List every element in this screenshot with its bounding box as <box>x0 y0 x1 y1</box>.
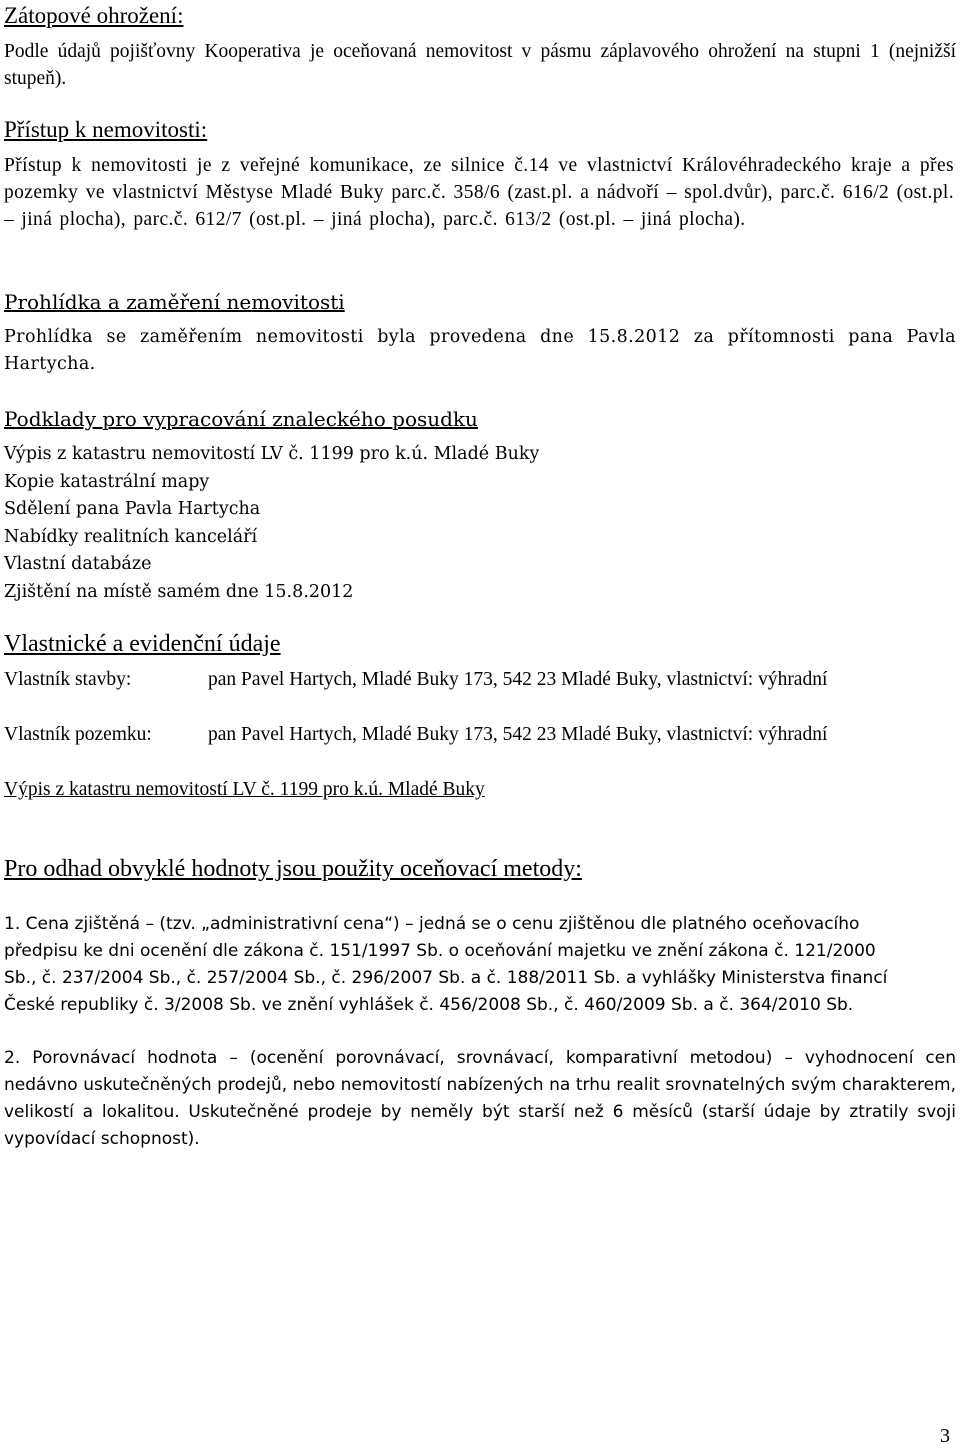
list-item: Kopie katastrální mapy <box>4 471 210 492</box>
methods-heading: Pro odhad obvyklé hodnoty jsou použity oceňovací metody: <box>4 856 582 882</box>
inspection-heading: Prohlídka a zaměření nemovitosti <box>4 290 345 314</box>
access-section <box>4 116 956 233</box>
list-item: Nabídky realitních kanceláří <box>4 526 258 547</box>
sources-list <box>4 441 956 606</box>
owner-value: pan Pavel Hartych, Mladé Buky 173, 542 23 Mladé Buky, vlastnictví: výhradní <box>208 724 828 745</box>
method-1: 1. Cena zjištěná – (tzv. „administrativní cena“) – jedná se o cenu zjištěnou dle platného oceňovacího předpisu ke dni ocenění dle zákona č. 151/1997 Sb. o oceňování majetku ve znění zákona č. 121/2000 Sb., č. 237/2004 Sb., č. 257/2004 Sb., č. 296/2007 Sb. a č. 188/2011 Sb. a vyhlášky Ministerstva financí České republiky č. 3/2008 Sb. ve znění vyhlášek č. 456/2008 Sb., č. 460/2009 Sb. a č. 364/2010 Sb. <box>4 914 888 1015</box>
flood-text: Podle údajů pojišťovny Kooperativa je oceňovaná nemovitost v pásmu záplavového ohrožení na stupni 1 (nejnižší stupeň). <box>4 41 956 89</box>
owner-row-land <box>4 721 956 776</box>
inspection-section <box>4 288 956 378</box>
list-item: Výpis z katastru nemovitostí LV č. 1199 pro k.ú. Mladé Buky <box>4 444 540 464</box>
methods-section <box>4 855 956 1153</box>
ownership-section <box>4 630 956 804</box>
sources-section <box>4 405 956 606</box>
inspection-text: Prohlídka se zaměřením nemovitosti byla provedena dne 15.8.2012 za přítomnosti pana Pavla Hartycha. <box>4 327 956 374</box>
owner-value: pan Pavel Hartych, Mladé Buky 173, 542 23 Mladé Buky, vlastnictví: výhradní <box>208 669 828 690</box>
sources-heading: Podklady pro vypracování znaleckého posudku <box>4 407 478 431</box>
access-heading: Přístup k nemovitosti: <box>4 117 208 142</box>
flood-heading: Zátopové ohrožení: <box>4 3 184 28</box>
list-item: Sdělení pana Pavla Hartycha <box>4 499 261 519</box>
ownership-heading: Vlastnické a evidenční údaje <box>4 631 281 657</box>
method-2: 2. Porovnávací hodnota – (ocenění porovnávací, srovnávací, komparativní metodou) – vyhodnocení cen nedávno uskutečněných prodejů, nebo nemovitostí nabízených na trhu realit srovnatelných svým charakterem, velikostí a lokalitou. Uskutečněné prodeje by neměly být starší než 6 měsíců (starší údaje by ztratily svoji vypovídací schopnost). <box>4 1048 956 1149</box>
owner-label: Vlastník stavby: <box>4 669 132 690</box>
owner-label: Vlastník pozemku: <box>4 724 152 745</box>
list-item: Vlastní databáze <box>4 554 152 574</box>
owner-row-building <box>4 666 956 721</box>
ownership-table <box>4 666 956 804</box>
flood-section <box>4 2 956 92</box>
cadastre-extract: Výpis z katastru nemovitostí LV č. 1199 pro k.ú. Mladé Buky <box>4 779 485 800</box>
access-text: Přístup k nemovitosti je z veřejné komunikace, ze silnice č.14 ve vlastnictví Královéhradeckého kraje a přes pozemky ve vlastnictví Městyse Mladé Buky parc.č. 358/6 (zast.pl. a nádvoří – spol.dvůr), parc.č. 616/2 (ost.pl. – jiná plocha), parc.č. 612/7 (ost.pl. – jiná plocha), parc.č. 613/2 (ost.pl. – jiná plocha). <box>4 155 954 230</box>
list-item: Zjištění na místě samém dne 15.8.2012 <box>4 581 354 602</box>
page-number: 3 <box>940 1425 950 1447</box>
